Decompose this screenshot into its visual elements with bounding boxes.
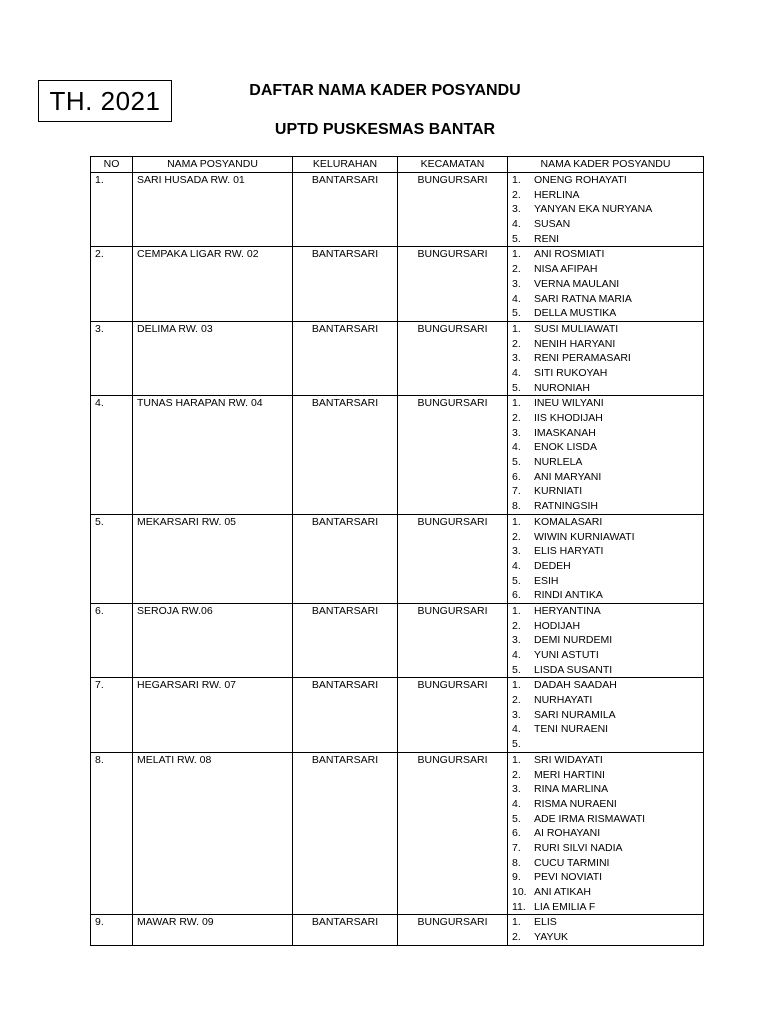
row-kecamatan: BUNGURSARI [398,915,508,945]
kader-name: NURONIAH [534,381,591,394]
kader-number: 4. [512,797,521,810]
kader-list-item [512,559,699,574]
row-posyandu: SEROJA RW.06 [133,603,293,677]
table-row [91,915,704,945]
kader-number: 4. [512,292,521,305]
kader-list-item [512,173,699,188]
kader-name: DEDEH [534,559,571,572]
row-no: 2. [91,247,133,321]
kader-list-item [512,188,699,203]
table-row [91,678,704,752]
year-label: TH. 2021 [38,80,172,122]
kader-number: 1. [512,174,521,186]
row-posyandu: SARI HUSADA RW. 01 [133,173,293,247]
kader-number: 10. [512,886,527,898]
kader-number: 6. [512,827,521,840]
kader-list-item [512,678,699,693]
kader-name: SRI WIDAYATI [534,753,603,766]
kader-list-item [512,826,699,841]
kader-name: SUSAN [534,218,571,231]
kader-list-item [512,870,699,885]
kader-name: ADE IRMA RISMAWATI [534,812,646,825]
kader-list-item [512,337,699,352]
kader-list-item [512,440,699,455]
kader-name: SITI RUKOYAH [534,366,608,379]
kader-number: 1. [512,604,521,617]
kader-name: YAYUK [534,931,569,944]
kader-name: NISA AFIPAH [534,263,598,276]
kader-list [512,322,699,395]
kader-number: 1. [512,679,521,692]
kader-name: ELIS [534,916,557,929]
kader-list [512,173,699,246]
kader-list-item [512,530,699,545]
row-posyandu: MAWAR RW. 09 [133,915,293,945]
kader-number: 3. [512,352,521,365]
kader-list-item [512,484,699,499]
kader-name: TENI NURAENI [534,723,609,736]
kader-list [512,753,699,915]
kader-list-item [512,737,699,752]
kader-list [512,396,699,514]
header-nama-posyandu: NAMA POSYANDU [133,157,293,173]
row-kelurahan: BANTARSARI [293,752,398,915]
kader-list-item [512,900,699,915]
row-kelurahan: BANTARSARI [293,396,398,515]
kader-name [534,737,699,752]
header-kecamatan: KECAMATAN [398,157,508,173]
row-no: 9. [91,915,133,945]
kader-name: DEMI NURDEMI [534,634,613,647]
row-no: 8. [91,752,133,915]
kader-name: HODIJAH [534,619,581,632]
kader-number: 4. [512,366,521,379]
kader-name: RATNINGSIH [534,500,598,513]
kader-name: INEU WILYANI [534,397,604,410]
kader-number: 11. [512,900,526,913]
kader-name: HERLINA [534,188,580,201]
kader-list-item [512,306,699,321]
header-nama-kader: NAMA KADER POSYANDU [508,157,704,173]
kader-number: 5. [512,381,521,394]
kader-name: RINA MARLINA [534,783,609,796]
row-no: 6. [91,603,133,677]
kader-number: 4. [512,649,521,661]
table-row [91,321,704,395]
kader-number: 9. [512,871,521,884]
row-kader-list [508,603,704,677]
kader-list [512,515,699,603]
kader-list-item [512,470,699,485]
kader-name: IMASKANAH [534,426,596,439]
kader-number: 1. [512,515,521,528]
kader-name: IIS KHODIJAH [534,412,603,424]
kader-number: 4. [512,723,521,736]
kader-name: WIWIN KURNIAWATI [534,530,635,543]
kader-name: YUNI ASTUTI [534,649,599,661]
kader-name: NENIH HARYANI [534,337,616,350]
kader-name: SARI RATNA MARIA [534,292,632,305]
kader-number: 6. [512,470,521,483]
row-kelurahan: BANTARSARI [293,514,398,603]
kader-name: YANYAN EKA NURYANA [534,203,653,216]
kader-number: 1. [512,322,521,335]
kader-number: 7. [512,841,521,854]
kader-name: CUCU TARMINI [534,856,610,869]
kader-number: 2. [512,619,521,632]
kader-list-item [512,768,699,783]
kader-name: HERYANTINA [534,604,601,617]
table-row [91,752,704,915]
kader-list-item [512,753,699,768]
kader-number: 2. [512,188,521,201]
kader-name: KURNIATI [534,485,583,498]
kader-list-item [512,708,699,723]
kader-list-item [512,648,699,663]
row-kelurahan: BANTARSARI [293,678,398,752]
row-kader-list [508,752,704,915]
kader-number: 2. [512,931,521,944]
kader-list-item [512,856,699,871]
row-posyandu: TUNAS HARAPAN RW. 04 [133,396,293,515]
kader-table [90,156,704,946]
kader-number: 6. [512,589,521,602]
table-row [91,247,704,321]
kader-list-item [512,915,699,930]
kader-name: RURI SILVI NADIA [534,841,623,854]
kader-number: 1. [512,916,521,929]
table-row [91,603,704,677]
kader-list-item [512,232,699,247]
kader-list-item [512,574,699,589]
kader-number: 2. [512,694,521,707]
row-kader-list [508,514,704,603]
kader-number: 5. [512,456,521,469]
kader-number: 1. [512,248,521,261]
kader-name: RINDI ANTIKA [534,589,603,602]
kader-list-item [512,588,699,603]
kader-name: ELIS HARYATI [534,545,604,558]
table-header [91,157,704,173]
table-row [91,173,704,247]
row-kecamatan: BUNGURSARI [398,678,508,752]
row-kelurahan: BANTARSARI [293,247,398,321]
kader-name: ENOK LISDA [534,441,598,454]
kader-number: 5. [512,738,521,751]
kader-name: RENI [534,232,560,245]
kader-name: LISDA SUSANTI [534,663,613,676]
row-kecamatan: BUNGURSARI [398,603,508,677]
kader-name: PEVI NOVIATI [534,871,603,884]
row-posyandu: DELIMA RW. 03 [133,321,293,395]
kader-list-item [512,202,699,217]
kader-number: 3. [512,783,521,796]
row-kader-list [508,915,704,945]
row-kelurahan: BANTARSARI [293,173,398,247]
kader-list-item [512,619,699,634]
kader-list-item [512,411,699,426]
kader-name: SARI NURAMILA [534,708,616,721]
kader-list-item [512,797,699,812]
kader-list-item [512,396,699,411]
row-posyandu: HEGARSARI RW. 07 [133,678,293,752]
kader-name: NURHAYATI [534,694,593,707]
kader-number: 8. [512,856,521,869]
kader-name: VERNA MAULANI [534,277,620,290]
row-kecamatan: BUNGURSARI [398,514,508,603]
row-kelurahan: BANTARSARI [293,915,398,945]
kader-number: 3. [512,277,521,290]
row-kelurahan: BANTARSARI [293,603,398,677]
kader-list-item [512,722,699,737]
kader-list-item [512,381,699,396]
row-kader-list [508,678,704,752]
kader-name: NURLELA [534,456,583,469]
kader-number: 2. [512,412,521,424]
kader-number: 2. [512,337,521,350]
row-kader-list [508,396,704,515]
kader-name: ANI MARYANI [534,470,602,483]
row-kader-list [508,247,704,321]
kader-name: ONENG ROHAYATI [534,174,627,186]
kader-list-item [512,322,699,337]
kader-list-item [512,426,699,441]
kader-name: LIA EMILIA F [534,900,596,913]
table-row [91,514,704,603]
kader-list-item [512,351,699,366]
kader-name: ANI ATIKAH [534,886,591,898]
kader-list-item [512,812,699,827]
kader-number: 8. [512,500,521,513]
kader-list [512,678,699,751]
kader-name: RISMA NURAENI [534,797,617,810]
kader-name: ESIH [534,574,559,587]
table-row [91,396,704,515]
document-title: DAFTAR NAMA KADER POSYANDU [249,82,521,99]
kader-number: 3. [512,708,521,721]
kader-list [512,247,699,320]
row-no: 3. [91,321,133,395]
document-subtitle: UPTD PUSKESMAS BANTAR [274,121,496,138]
kader-list-item [512,693,699,708]
kader-list-item [512,633,699,648]
row-no: 4. [91,396,133,515]
kader-number: 2. [512,768,521,781]
kader-number: 7. [512,485,521,498]
row-kecamatan: BUNGURSARI [398,396,508,515]
kader-list-item [512,455,699,470]
kader-number: 5. [512,232,521,245]
kader-list-item [512,262,699,277]
row-posyandu: CEMPAKA LIGAR RW. 02 [133,247,293,321]
kader-number: 2. [512,530,521,543]
kader-list-item [512,515,699,530]
row-kecamatan: BUNGURSARI [398,321,508,395]
kader-number: 5. [512,574,521,587]
kader-number: 5. [512,663,521,676]
kader-list-item [512,277,699,292]
kader-list-item [512,841,699,856]
header-kelurahan: KELURAHAN [293,157,398,173]
kader-number: 3. [512,203,521,216]
kader-list-item [512,499,699,514]
kader-number: 2. [512,263,521,276]
row-kader-list [508,321,704,395]
kader-number: 3. [512,426,521,439]
row-no: 1. [91,173,133,247]
row-kader-list [508,173,704,247]
kader-list-item [512,217,699,232]
kader-name: KOMALASARI [534,515,603,528]
kader-list-item [512,885,699,900]
kader-number: 4. [512,441,521,454]
table-body [91,173,704,946]
kader-name: DELLA MUSTIKA [534,307,617,320]
kader-list [512,915,699,944]
kader-number: 1. [512,397,521,410]
kader-list-item [512,544,699,559]
kader-number: 5. [512,812,521,825]
row-no: 7. [91,678,133,752]
row-no: 5. [91,514,133,603]
kader-name: ANI ROSMIATI [534,248,605,261]
row-kecamatan: BUNGURSARI [398,173,508,247]
row-posyandu: MELATI RW. 08 [133,752,293,915]
kader-list-item [512,663,699,678]
header-no: NO [91,157,133,173]
kader-name: SUSI MULIAWATI [534,322,619,335]
kader-list [512,604,699,677]
kader-number: 5. [512,307,521,320]
kader-list-item [512,930,699,945]
kader-number: 4. [512,218,521,231]
kader-list-item [512,604,699,619]
kader-number: 3. [512,634,521,647]
row-kecamatan: BUNGURSARI [398,247,508,321]
row-posyandu: MEKARSARI RW. 05 [133,514,293,603]
kader-name: AI ROHAYANI [534,827,601,840]
kader-name: MERI HARTINI [534,768,605,781]
kader-name: DADAH SAADAH [534,679,617,692]
kader-list-item [512,366,699,381]
kader-list-item [512,247,699,262]
kader-number: 3. [512,545,521,558]
row-kecamatan: BUNGURSARI [398,752,508,915]
kader-name: RENI PERAMASARI [534,352,631,365]
row-kelurahan: BANTARSARI [293,321,398,395]
kader-list-item [512,292,699,307]
kader-number: 4. [512,559,521,572]
kader-list-item [512,782,699,797]
kader-number: 1. [512,753,521,766]
